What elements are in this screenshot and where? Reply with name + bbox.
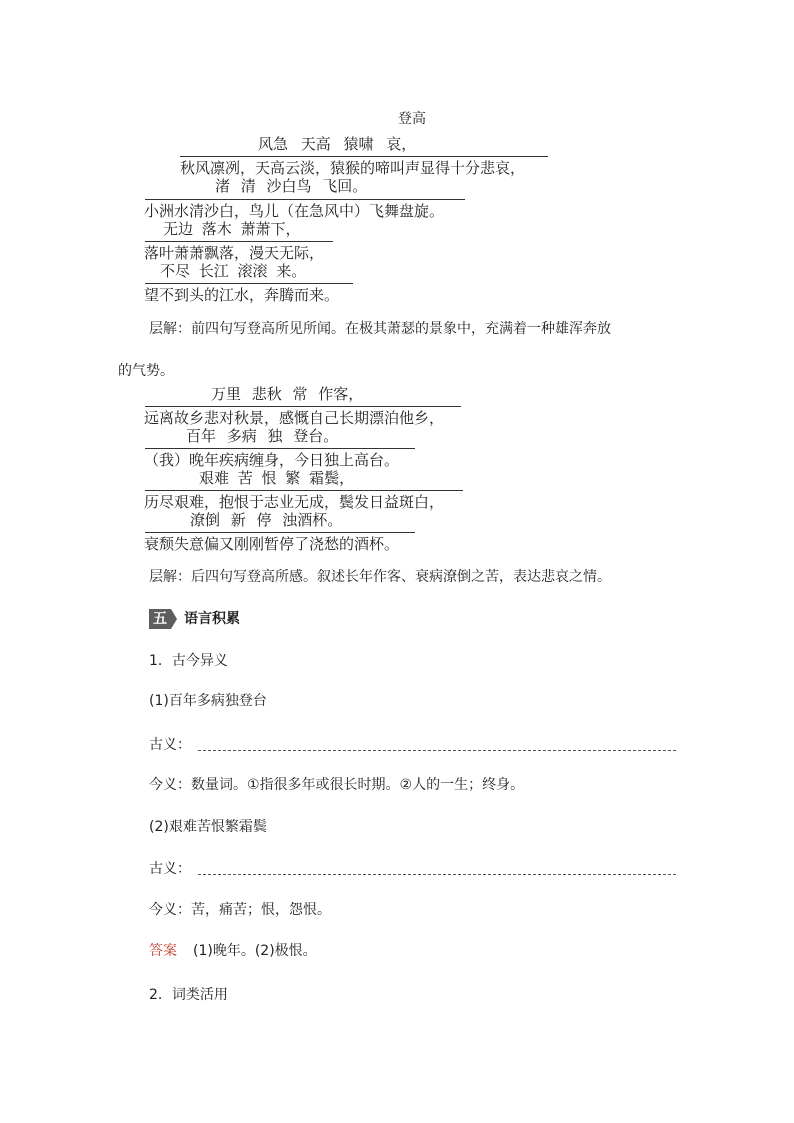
modern-meaning: 今义：苦，痛苦；恨，怨恨。 [149, 902, 331, 918]
translation-line-3: 落叶萧萧飘落，漫天无际， [144, 244, 325, 262]
item-heading: 1．古今异义 [149, 653, 228, 669]
divider [145, 406, 461, 407]
answer-blank[interactable] [198, 874, 676, 875]
answer-text: (1)晚年。(2)极恨。 [193, 943, 317, 959]
divider [145, 241, 333, 242]
answer-label: 答案 [149, 943, 177, 959]
divider [145, 490, 463, 491]
poem-line-1: 风急 天高 猿啸 哀， [258, 135, 417, 153]
poem-line-4: 不尽 长江 滚滚 来。 [160, 262, 307, 280]
question: (2)艰难苦恨繁霜鬓 [149, 819, 267, 835]
translation-line-8: 衰颓失意偏又刚刚暂停了浇愁的酒杯。 [144, 535, 400, 553]
ancient-meaning-label: 古义： [149, 737, 191, 753]
divider [145, 283, 353, 284]
poem-line-6: 百年 多病 独 登台。 [186, 427, 339, 445]
section-badge: 五 [149, 609, 171, 629]
translation-line-5: 远离故乡悲对秋景，感慨自己长期漂泊他乡， [144, 409, 445, 427]
translation-line-4: 望不到头的江水，奔腾而来。 [144, 286, 340, 304]
answer-blank[interactable] [198, 750, 676, 751]
translation-line-2: 小洲水清沙白，鸟儿（在急风中）飞舞盘旋。 [144, 202, 445, 220]
poem-line-5: 万里 悲秋 常 作客， [211, 385, 364, 403]
divider [180, 156, 548, 157]
divider [145, 199, 465, 200]
question: (1)百年多病独登台 [149, 693, 267, 709]
poem-title: 登高 [398, 111, 426, 127]
ancient-meaning-label: 古义： [149, 861, 191, 877]
divider [145, 448, 415, 449]
divider [145, 532, 415, 533]
analysis-text: 的气势。 [118, 363, 174, 379]
analysis-text: 层解：后四句写登高所感。叙述长年作客、衰病潦倒之苦，表达悲哀之情。 [149, 569, 611, 585]
analysis-text: 层解：前四句写登高所见所闻。在极其萧瑟的景象中，充满着一种雄浑奔放 [149, 321, 611, 337]
translation-line-1: 秋风凛冽，天高云淡，猿猴的啼叫声显得十分悲哀， [180, 159, 526, 177]
translation-line-6: （我）晚年疾病缠身，今日独上高台。 [144, 451, 400, 469]
modern-meaning: 今义：数量词。①指很多年或很长时期。②人的一生；终身。 [149, 777, 525, 793]
poem-line-3: 无边 落木 萧萧下， [163, 220, 301, 238]
poem-line-8: 潦倒 新 停 浊酒杯。 [190, 511, 343, 529]
section-title: 语言积累 [184, 611, 240, 627]
poem-line-2: 渚 清 沙白鸟 飞回。 [215, 177, 368, 195]
poem-line-7: 艰难 苦 恨 繁 霜鬓， [199, 469, 355, 487]
item-heading: 2．词类活用 [149, 987, 228, 1003]
translation-line-7: 历尽艰难，抱恨于志业无成，鬓发日益斑白， [144, 493, 445, 511]
